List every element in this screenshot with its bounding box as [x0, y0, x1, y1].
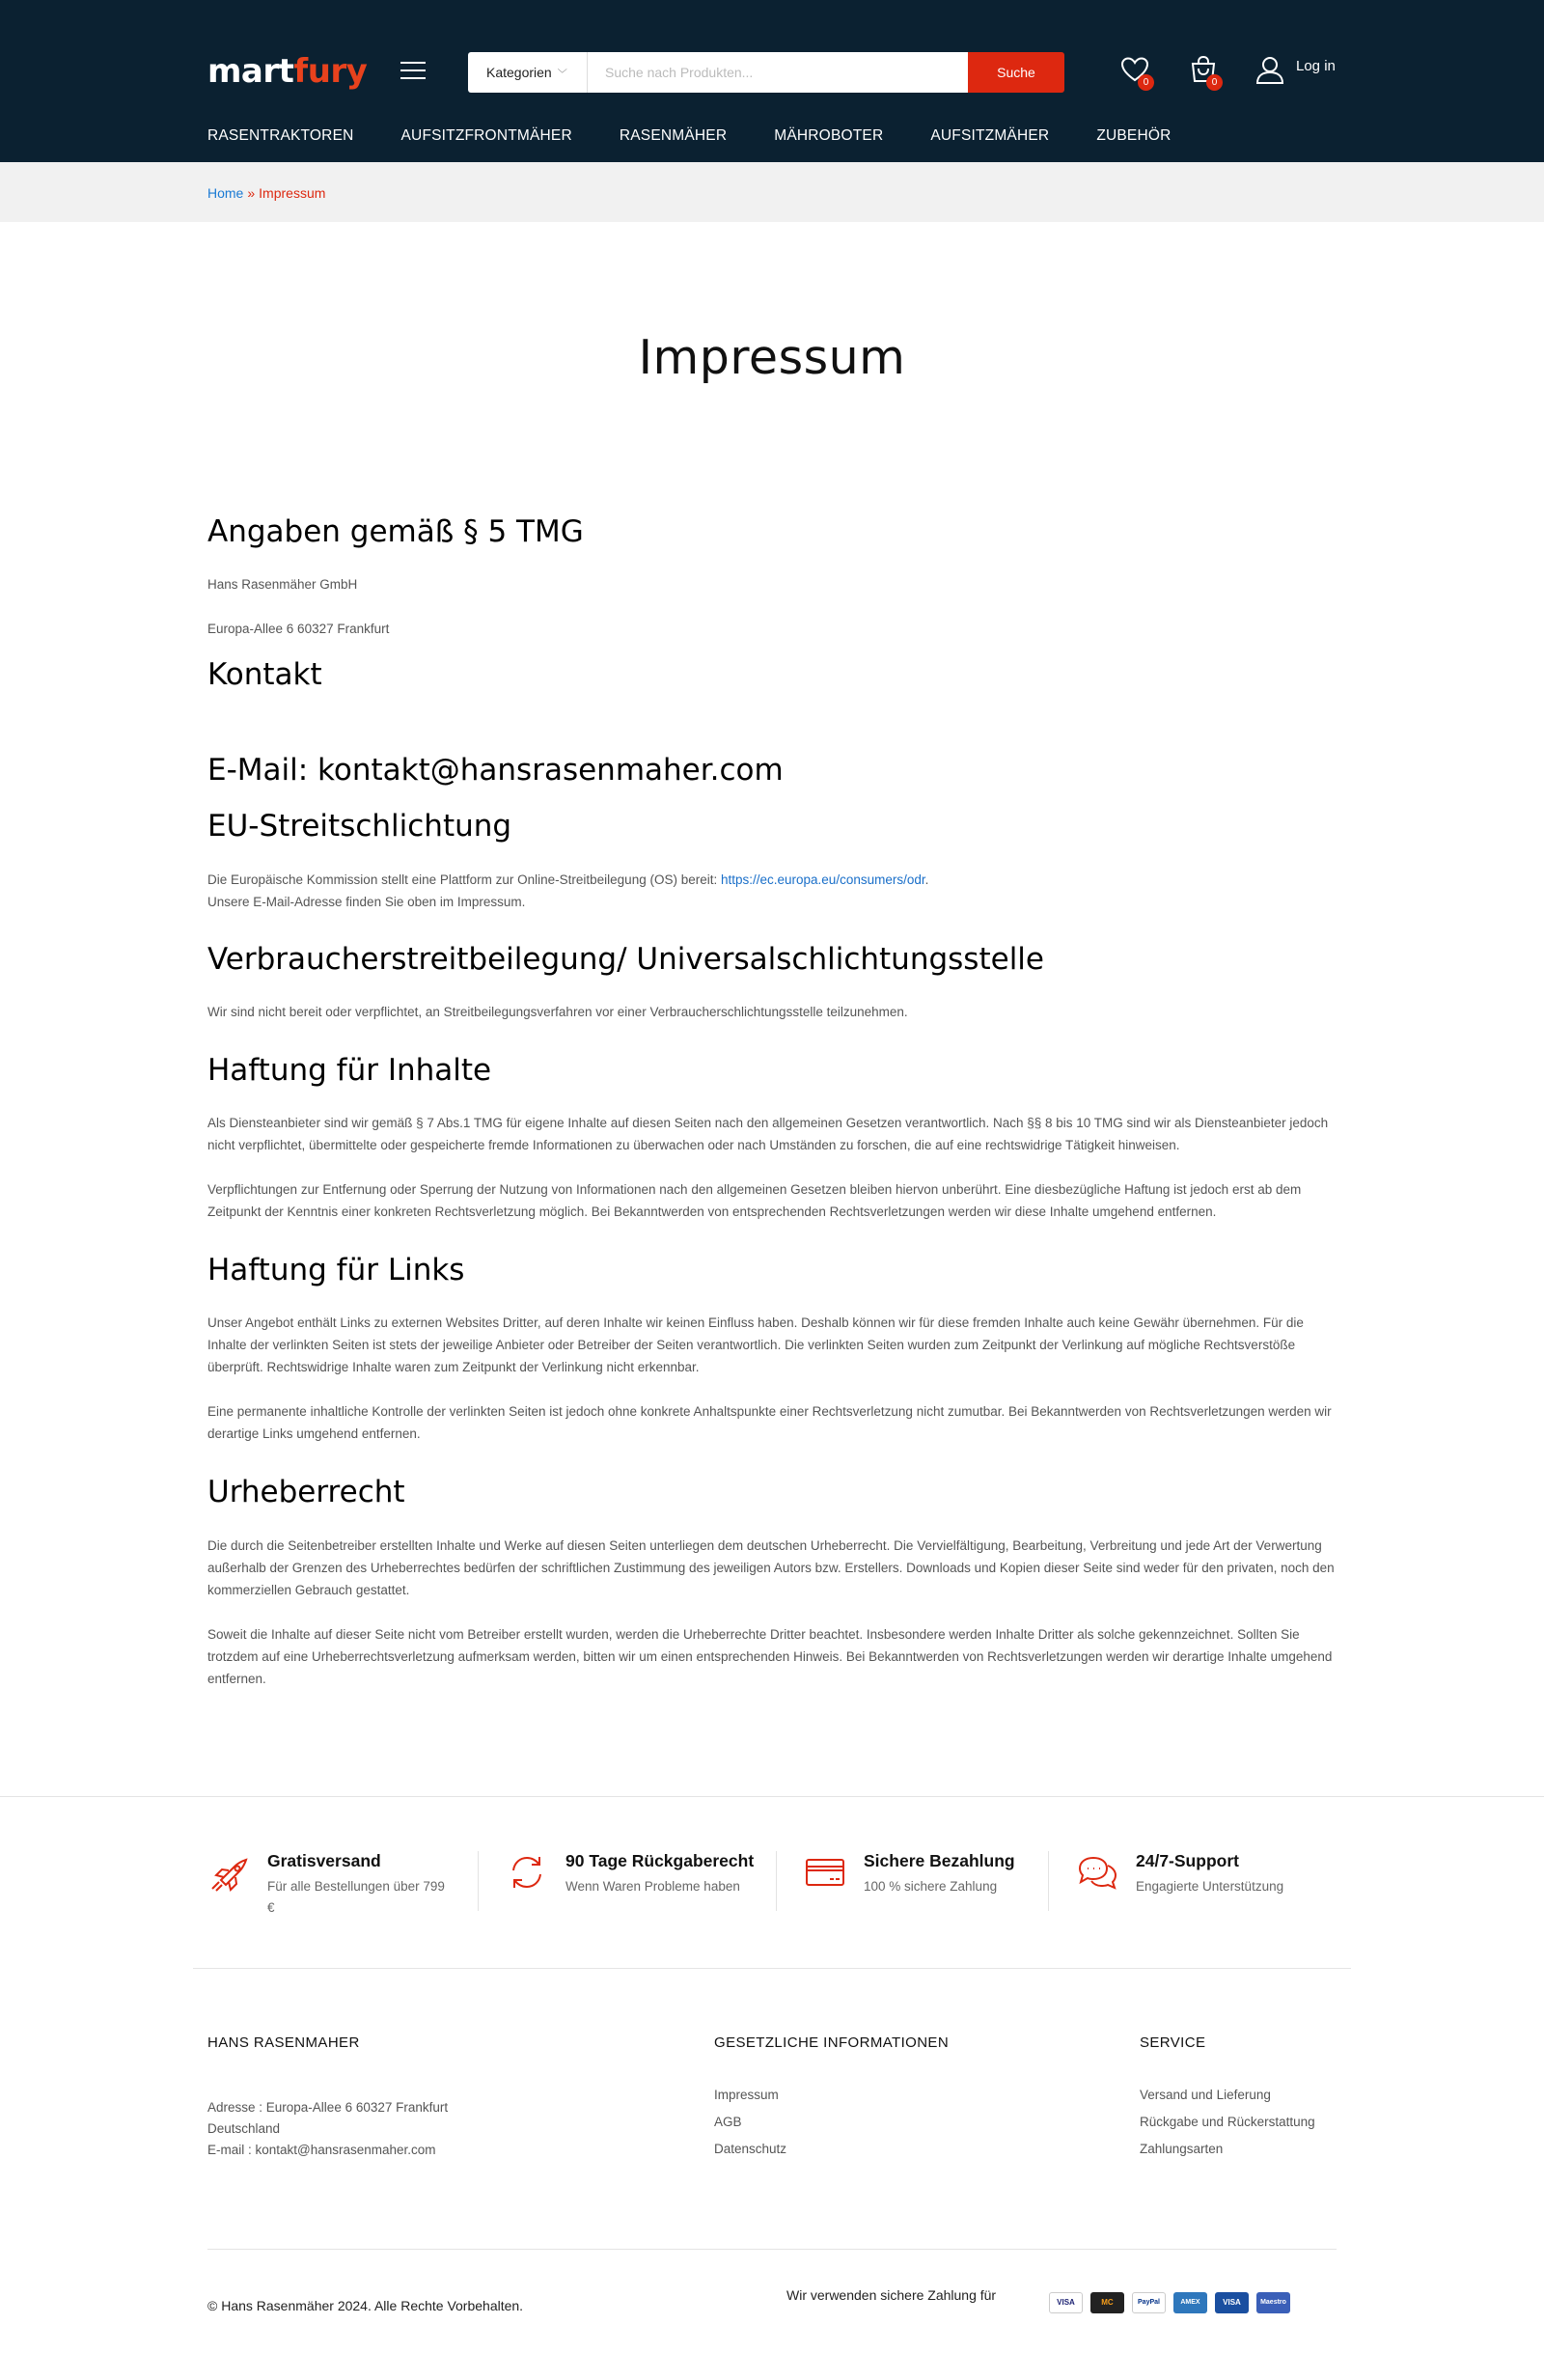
footer-service	[1140, 2034, 1315, 2169]
haftung-inhalte-text-2: Verpflichtungen zur Entfernung oder Sperrung der Nutzung von Informationen nach den allgemeinen Gesetzen bleiben hiervon unberührt. Eine diesbezügliche Haftung ist jedoch erst ab dem Zeitpunkt der Kenntnis einer konkreten Rechtsverletzung möglich. Bei Bekanntwerden von entsprechenden Rechtsverletzungen werden wir diese Inhalte umgehend entfernen.	[207, 1182, 1302, 1220]
haftung-links-text-1: Unser Angebot enthält Links zu externen Websites Dritter, auf deren Inhalte wir keinen Einfluss haben. Deshalb können wir für diese fremden Inhalte auch keine Gewähr übernehmen. Für die Inhalte der verlinkten Seiten ist stets der jeweilige Anbieter oder Betreiber der Seiten verantwortlich. Die verlinkten Seiten wurden zum Zeitpunkt der Verlinkung auf mögliche Rechtsverstöße überprüft. Rechtswidrige Inhalte waren zum Zeitpunkt der Verlinkung nicht erkennbar.	[207, 1315, 1304, 1375]
search-input[interactable]	[588, 52, 968, 93]
chevron-down-icon: ﹀	[557, 69, 567, 80]
company-address: Europa-Allee 6 60327 Frankfurt	[207, 622, 390, 637]
haftung-inhalte-text-1: Als Diensteanbieter sind wir gemäß § 7 Abs.1 TMG für eigene Inhalte auf diesen Seiten nach den allgemeinen Gesetzen verantwortlich. Nach §§ 8 bis 10 TMG sind wir als Diensteanbieter jedoch nicht verpflichtet, übermittelte oder gespeicherte fremde Informationen zu überwachen oder nach Umständen zu forschen, die auf eine rechtswidrige Tätigkeit hinweisen.	[207, 1116, 1329, 1153]
verbraucher-text: Wir sind nicht bereit oder verpflichtet, an Streitbeilegungsverfahren vor einer Verbraucherschlichtungsstelle teilzunehmen.	[207, 1004, 908, 1019]
footer-legal	[714, 2034, 949, 2169]
footer-service-heading: SERVICE	[1140, 2034, 1206, 2051]
payment-text: Wir verwenden sichere Zahlung für	[786, 2286, 997, 2303]
visa-electron-icon: VISA	[1215, 2292, 1249, 2313]
main-nav	[207, 127, 1219, 145]
haftung-links-heading: Haftung für Links	[207, 1253, 465, 1288]
mastercard-icon: MC	[1090, 2292, 1124, 2313]
rocket-icon	[207, 1851, 250, 1894]
copyright: © Hans Rasenmäher 2024. Alle Rechte Vorbehalten.	[207, 2297, 524, 2313]
feature-title: 90 Tage Rückgaberecht	[565, 1850, 755, 1870]
return-arrows-icon	[506, 1851, 548, 1894]
breadcrumb-home-link[interactable]: Home	[207, 185, 244, 201]
footer-company-heading: HANS RASENMAHER	[207, 2034, 360, 2051]
footer-link-impressum[interactable]: Impressum	[714, 2087, 779, 2102]
footer-country: Deutschland	[207, 2120, 281, 2136]
features-bar	[0, 1796, 1544, 1968]
nav-rasenmaeher[interactable]: RASENMÄHER	[619, 127, 728, 144]
footer-link-versand[interactable]: Versand und Lieferung	[1140, 2087, 1271, 2102]
wishlist-icon[interactable]	[1119, 54, 1150, 88]
maestro-icon: Maestro	[1256, 2292, 1290, 2313]
nav-rasentraktoren[interactable]: RASENTRAKTOREN	[207, 127, 354, 144]
nav-maehroboter[interactable]: MÄHROBOTER	[774, 127, 884, 144]
footer-link-rueckgabe[interactable]: Rückgabe und Rückerstattung	[1140, 2114, 1315, 2129]
kontakt-heading: Kontakt	[207, 657, 322, 693]
eu-text: Die Europäische Kommission stellt eine Plattform zur Online-Streitbeilegung (OS) bereit: https://ec.europa.eu/consumers/odr. Unsere E-Mail-Adresse finden Sie oben im Impressum.	[207, 872, 929, 909]
footer-legal-heading: GESETZLICHE INFORMATIONEN	[714, 2034, 950, 2051]
feature-desc: Für alle Bestellungen über 799 €	[267, 1878, 445, 1915]
footer-link-datenschutz[interactable]: Datenschutz	[714, 2141, 787, 2156]
chat-bubbles-icon	[1076, 1851, 1118, 1894]
wishlist-count-badge: 0	[1138, 74, 1154, 91]
category-select[interactable]: Kategorien ﹀	[468, 52, 588, 93]
logo[interactable]: martfury	[207, 52, 368, 91]
feature-support	[1076, 1851, 1283, 1968]
feature-shipping	[207, 1851, 487, 1968]
feature-title: 24/7-Support	[1136, 1850, 1239, 1870]
company-name: Hans Rasenmäher GmbH	[207, 577, 358, 593]
main-content	[0, 330, 1544, 1796]
feature-desc: Engagierte Unterstützung	[1136, 1878, 1284, 1894]
feature-desc: 100 % sichere Zahlung	[864, 1878, 998, 1894]
breadcrumb-current: Impressum	[259, 185, 326, 201]
angaben-heading: Angaben gemäß § 5 TMG	[207, 514, 584, 549]
urheberrecht-text-2: Soweit die Inhalte auf dieser Seite nicht vom Betreiber erstellt wurden, werden die Urheberrechte Dritter beachtet. Insbesondere werden Inhalte Dritter als solche gekennzeichnet. Sollten Sie trotzdem auf eine Urheberrechtsverletzung aufmerksam werden, bitten wir um einen entsprechenden Hinweis. Bei Bekanntwerden von Rechtsverletzungen werden wir derartige Inhalte umgehend entfernen.	[207, 1626, 1333, 1686]
nav-aufsitzfrontmaeher[interactable]: AUFSITZFRONTMÄHER	[400, 127, 572, 144]
paypal-icon: PayPal	[1132, 2292, 1166, 2313]
breadcrumb: Home » Impressum	[0, 162, 1544, 222]
email-heading: E-Mail: kontakt@hansrasenmaher.com	[207, 753, 784, 789]
eu-heading: EU-Streitschlichtung	[207, 808, 512, 844]
cart-count-badge: 0	[1206, 74, 1223, 91]
feature-returns	[506, 1851, 776, 1968]
visa-card-icon: VISA	[1049, 2292, 1083, 2313]
search-button[interactable]: Suche	[968, 52, 1064, 93]
haftung-links-text-2: Eine permanente inhaltliche Kontrolle der verlinkten Seiten ist jedoch ohne konkrete Anhaltspunkte einer Rechtsverletzung nicht zumutbar. Bei Bekanntwerden von Rechtsverletzungen werden wir derartige Links umgehend entfernen.	[207, 1404, 1332, 1442]
menu-icon[interactable]	[400, 62, 426, 81]
feature-payment	[804, 1851, 1048, 1968]
footer-bottom	[207, 2249, 1337, 2365]
payment-cards	[1049, 2292, 1290, 2313]
site-footer	[0, 1969, 1544, 2365]
credit-card-icon	[804, 1851, 846, 1894]
urheberrecht-heading: Urheberrecht	[207, 1475, 405, 1510]
haftung-inhalte-heading: Haftung für Inhalte	[207, 1052, 492, 1088]
footer-address: Adresse : Europa-Allee 6 60327 Frankfurt	[207, 2099, 449, 2115]
amex-card-icon: AMEX	[1173, 2292, 1207, 2313]
user-icon[interactable]	[1254, 54, 1285, 85]
footer-link-zahlungsarten[interactable]: Zahlungsarten	[1140, 2141, 1224, 2156]
search-bar	[468, 52, 1064, 93]
feature-desc: Wenn Waren Probleme haben	[565, 1878, 740, 1894]
login-link[interactable]: Log in	[1296, 58, 1336, 74]
site-header	[0, 0, 1544, 162]
urheberrecht-text-1: Die durch die Seitenbetreiber erstellten Inhalte und Werke auf diesen Seiten unterliegen dem deutschen Urheberrecht. Die Vervielfältigung, Bearbeitung, Verbreitung und jede Art der Verwertung außerhalb der Grenzen des Urheberrechtes bedürfen der schriftlichen Zustimmung des jeweiligen Autors bzw. Erstellers. Downloads und Kopien dieser Seite sind weder für den privaten, noch den kommerziellen Gebrauch gestattet.	[207, 1537, 1335, 1597]
odr-link[interactable]: https://ec.europa.eu/consumers/odr	[720, 872, 925, 887]
nav-zubehoer[interactable]: ZUBEHÖR	[1096, 127, 1172, 144]
footer-link-agb[interactable]: AGB	[714, 2114, 742, 2129]
feature-title: Sichere Bezahlung	[864, 1850, 1015, 1870]
verbraucher-heading: Verbraucherstreitbeilegung/ Universalschlichtungsstelle	[207, 941, 1044, 977]
footer-company	[207, 2034, 448, 2161]
page-title: Impressum	[638, 330, 906, 385]
cart-icon[interactable]	[1188, 54, 1219, 88]
nav-aufsitzmaeher[interactable]: AUFSITZMÄHER	[930, 127, 1050, 144]
feature-title: Gratisversand	[267, 1850, 381, 1870]
footer-email: E-mail : kontakt@hansrasenmaher.com	[207, 2142, 436, 2157]
